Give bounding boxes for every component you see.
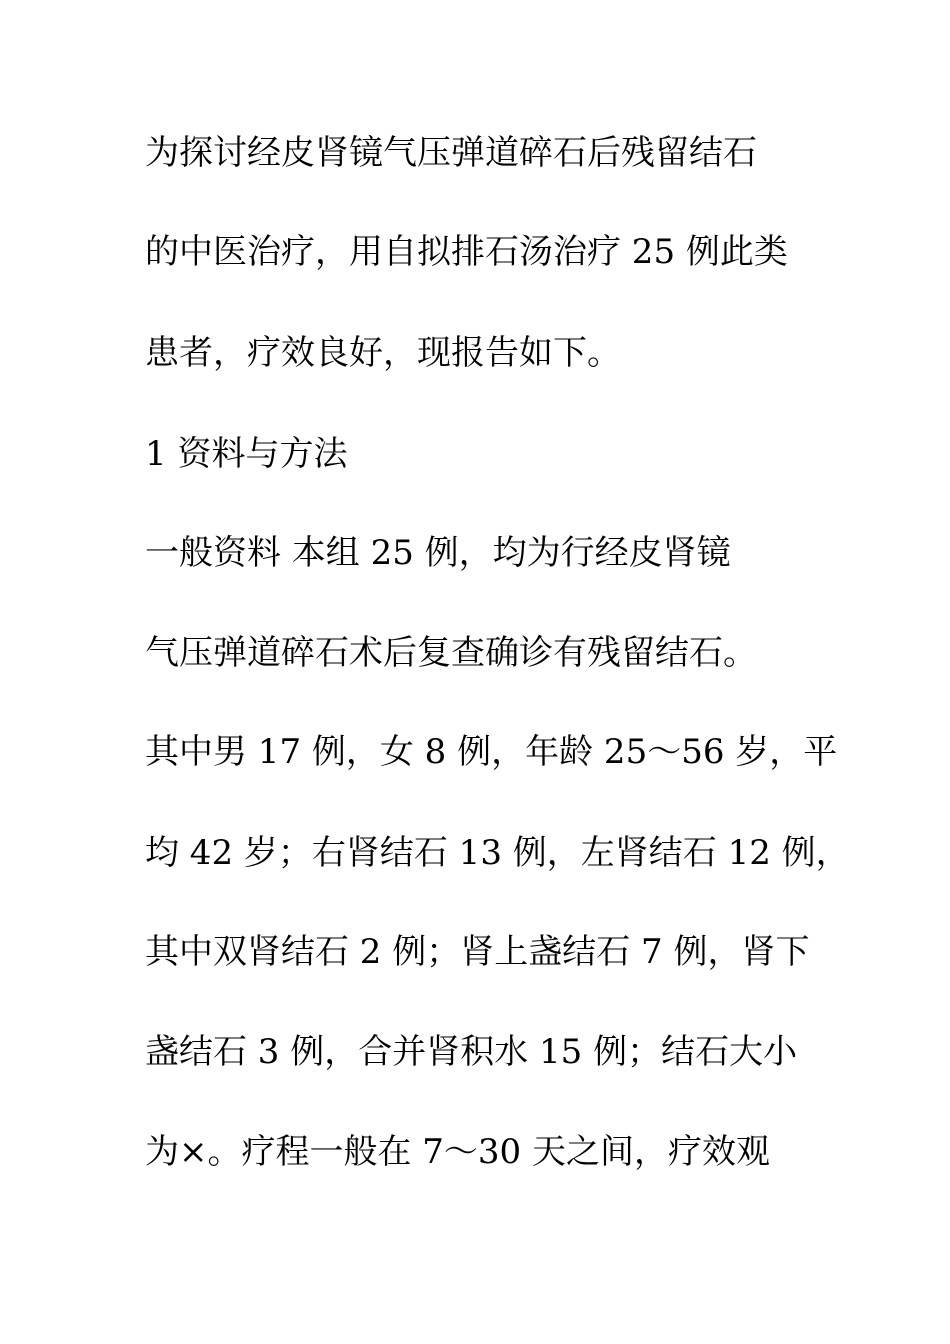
text-line: 的中医治疗，用自拟排石汤治疗 25 例此类: [145, 232, 788, 272]
text-line: 其中男 17 例，女 8 例，年龄 25～56 岁，平: [145, 732, 838, 772]
text-line: 盏结石 3 例，合并肾积水 15 例；结石大小: [145, 1032, 798, 1072]
section-heading: 1 资料与方法: [145, 434, 348, 474]
text-line: 一般资料 本组 25 例，均为行经皮肾镜: [145, 533, 731, 573]
text-line: 患者，疗效良好，现报告如下。: [145, 333, 621, 373]
text-line: 为×。疗程一般在 7～30 天之间，疗效观: [145, 1132, 770, 1172]
text-line: 其中双肾结石 2 例；肾上盏结石 7 例，肾下: [145, 932, 810, 972]
text-line: 气压弹道碎石术后复查确诊有残留结石。: [145, 633, 757, 673]
text-line: 为探讨经皮肾镜气压弹道碎石后残留结石: [145, 133, 757, 173]
text-line: 均 42 岁；右肾结石 13 例，左肾结石 12 例，: [145, 833, 850, 873]
